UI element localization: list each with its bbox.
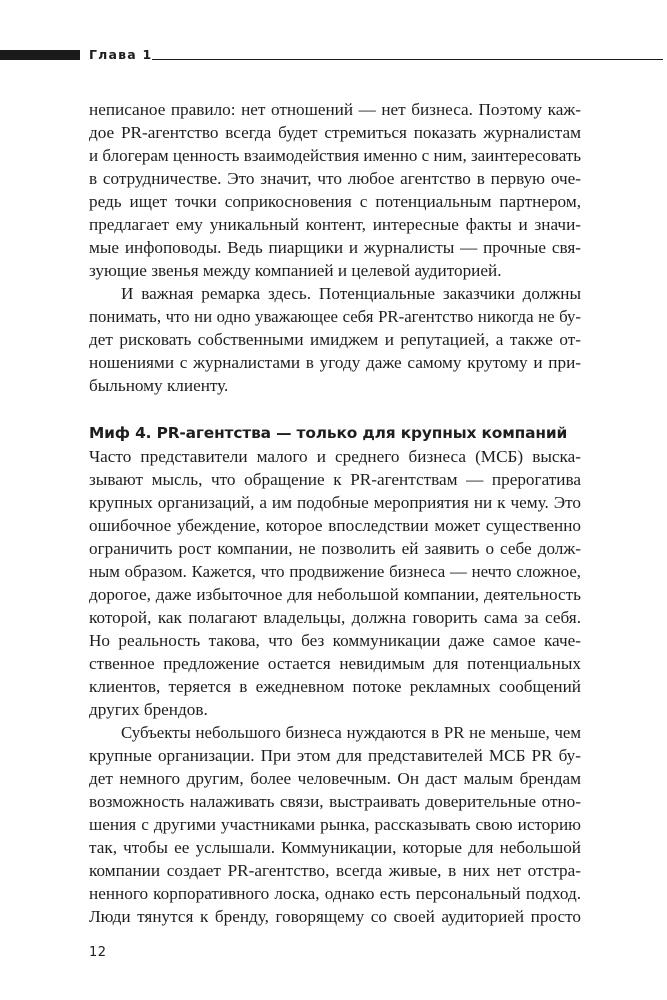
text-line: понимать, что ни одно уважающее себя PR-агентство никогда не бу-: [89, 307, 581, 326]
text-line: в сотрудничестве. Это значит, что любое агентство в первую оче-: [89, 169, 581, 188]
text-line: клиентов, теряется в ежедневном потоке рекламных сообщений: [89, 677, 581, 696]
text-line: возможность налаживать связи, выстраивать доверительные отно-: [89, 792, 581, 811]
text-line: редь ищет точки соприкосновения с потенциальным партнером,: [89, 192, 581, 211]
text-line: которой, как полагают владельцы, должна говорить сама за себя.: [89, 608, 581, 627]
section: [89, 422, 581, 928]
text-line: дорогое, даже избыточное для небольшой компании, деятельность: [89, 585, 581, 604]
text-line: так, чтобы ее услышали. Коммуникации, которые для небольшой: [89, 838, 581, 857]
header-rule: [152, 59, 663, 60]
text-line: ограничить рост компании, не позволить ей заявить о себе долж-: [89, 539, 581, 558]
text-line: дет рисковать собственными имиджем и репутацией, а также от-: [89, 330, 581, 349]
text-line: ношениями с журналистами в угоду даже самому крутому и при-: [89, 353, 581, 372]
text-line: шения с другими участниками рынка, рассказывать свою историю: [89, 815, 581, 834]
section-gap: [89, 397, 581, 422]
paragraph: [89, 98, 581, 282]
text-line: предлагает ему уникальный контент, интересные факты и значи-: [89, 215, 581, 234]
paragraph: [89, 445, 581, 721]
chapter-label: Глава 1: [89, 47, 153, 62]
text-line: дое PR-агентство всегда будет стремиться показать журналистам: [89, 123, 581, 142]
text-line: и блогерам ценность взаимодействия именно с ним, заинтересовать: [89, 146, 581, 165]
text-line: быльному клиенту.: [89, 376, 229, 395]
text-line: ненного корпоративного лоска, однако есть персональный подход.: [89, 884, 581, 903]
section-heading: Миф 4. PR-агентства — только для крупных компаний: [89, 424, 568, 442]
text-line: Часто представители малого и среднего бизнеса (МСБ) выска-: [89, 447, 581, 466]
text-line: Люди тянутся к бренду, говорящему со своей аудиторией просто: [89, 907, 581, 926]
header-bar: [0, 50, 80, 60]
paragraph: [89, 721, 581, 928]
page-body: [89, 98, 581, 928]
text-line: ственное предложение остается невидимым для потенциальных: [89, 654, 581, 673]
text-line: дет немного другим, более человечным. Он даст малым брендам: [89, 769, 581, 788]
text-line: И важная ремарка здесь. Потенциальные заказчики должны: [121, 284, 581, 303]
paragraph: [89, 282, 581, 397]
text-line: крупных организаций, а им подобные мероприятия ни к чему. Это: [89, 493, 581, 512]
text-line: зывают мысль, что обращение к PR-агентствам — прерогатива: [89, 470, 581, 489]
text-line: других брендов.: [89, 700, 208, 719]
text-line: зующие звенья между компанией и целевой аудиторией.: [89, 261, 502, 280]
text-line: Субъекты небольшого бизнеса нуждаются в PR не меньше, чем: [121, 723, 581, 742]
text-line: неписаное правило: нет отношений — нет бизнеса. Поэтому каж-: [89, 100, 581, 119]
text-line: ошибочное убеждение, которое впоследствии может существенно: [89, 516, 581, 535]
text-line: мые инфоповоды. Ведь пиарщики и журналисты — прочные свя-: [89, 238, 581, 257]
text-line: ным образом. Кажется, что продвижение бизнеса — нечто сложное,: [89, 562, 581, 581]
page-number: 12: [89, 945, 107, 960]
text-line: Но реальность такова, что без коммуникации даже самое каче-: [89, 631, 581, 650]
text-line: крупные организации. При этом для представителей МСБ PR бу-: [89, 746, 581, 765]
text-line: компании создает PR-агентство, всегда живые, в них нет отстра-: [89, 861, 581, 880]
